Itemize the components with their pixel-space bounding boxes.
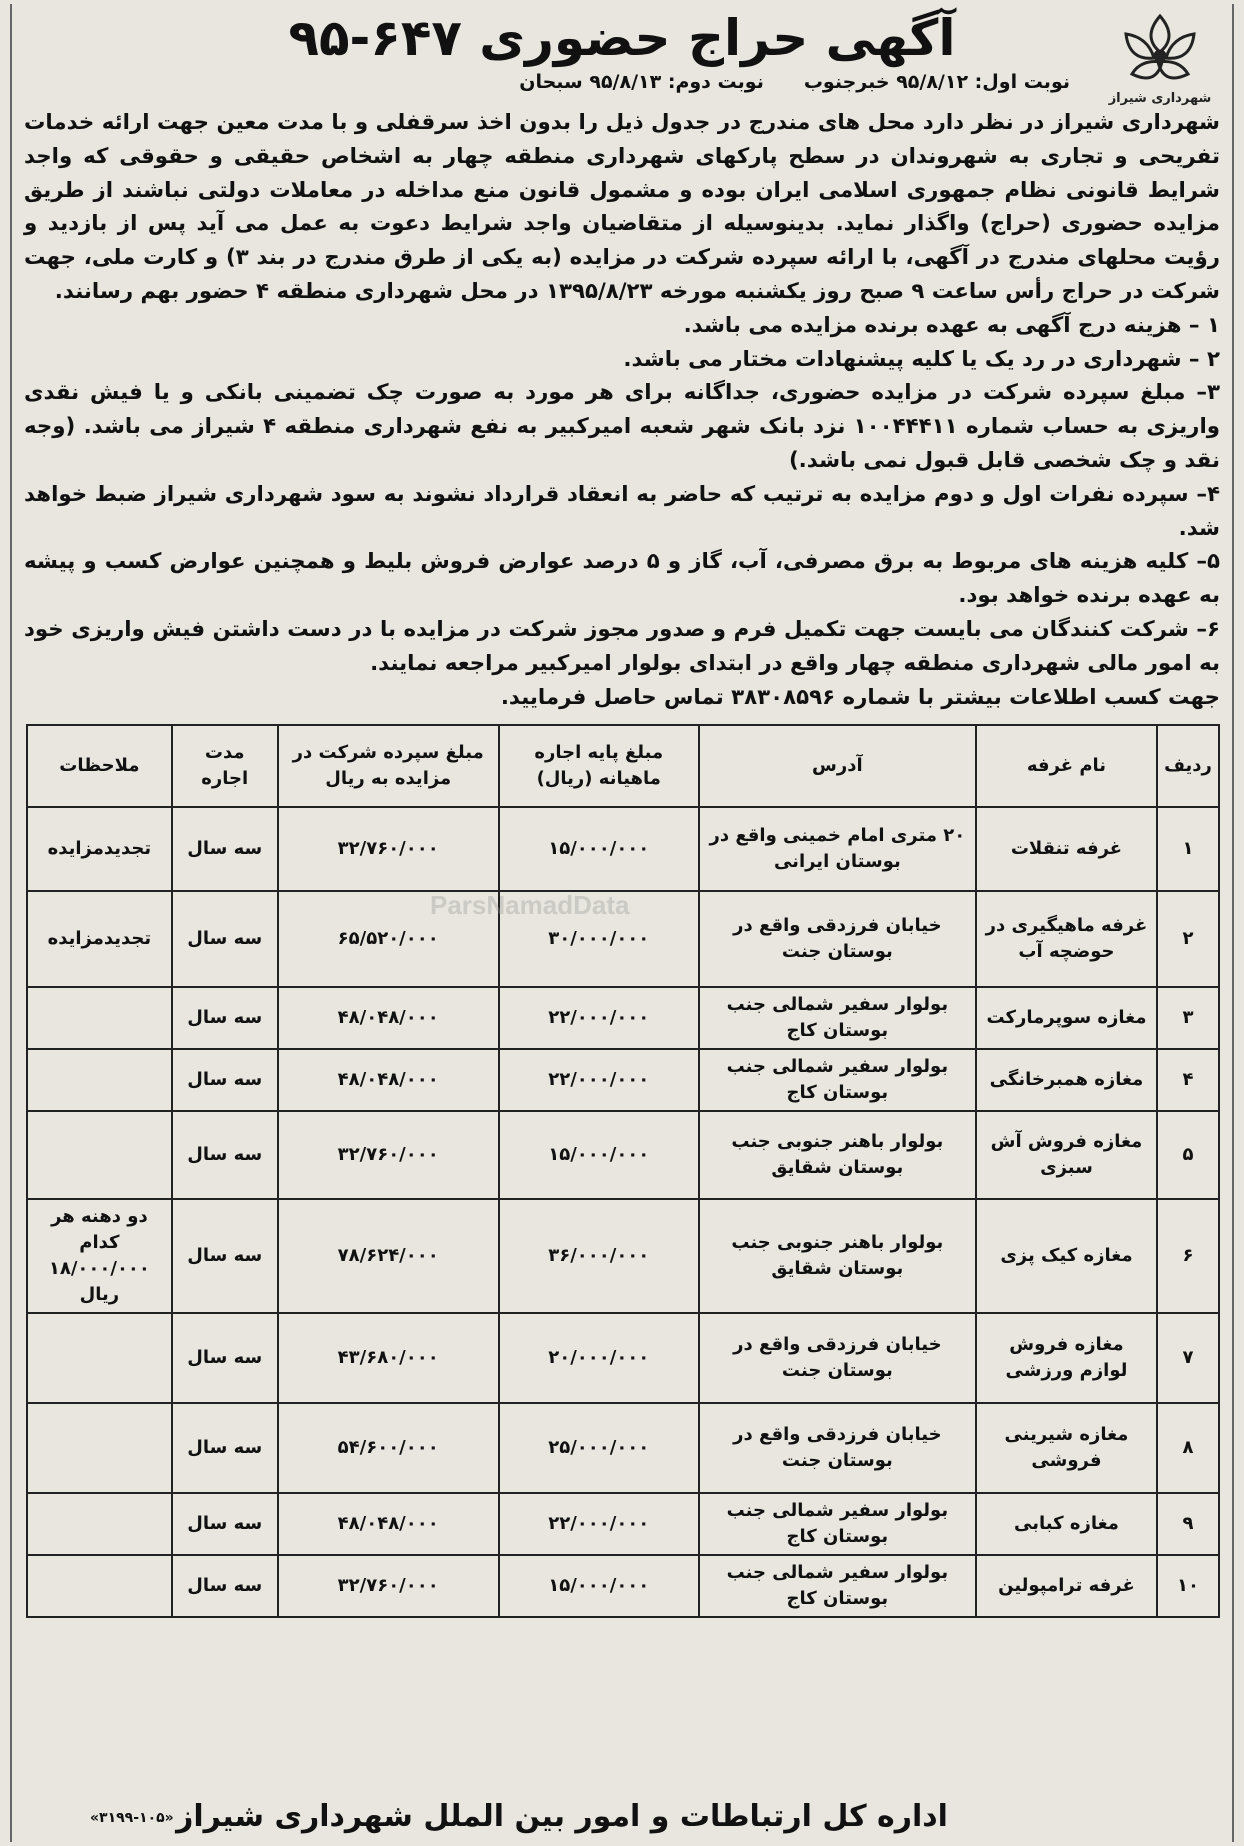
first-turn: نوبت اول: ۹۵/۸/۱۲ خبرجنوب [803, 71, 1070, 93]
cell-duration: سه سال [172, 1313, 278, 1403]
cell-deposit: ۴۳/۶۸۰/۰۰۰ [278, 1313, 499, 1403]
cell-address: ۲۰ متری امام خمینی واقع در بوستان ایرانی [699, 807, 976, 891]
cell-address: خیابان فرزدقی واقع در بوستان جنت [699, 1403, 976, 1493]
condition-item: ۳– مبلغ سپرده شرکت در مزایده حضوری، جداگانه برای هر مورد به صورت چک تضمینی بانکی و یا فیش نقدی واریزی به حساب شماره ۱۰۰۴۴۴۱۱ نزد بانک شهر شعبه امیرکبیر به نفع شهرداری منطقه ۴ شیراز می باشد. (وجه نقد و چک شخصی قابل قبول نمی باشد.) [24, 380, 1220, 473]
table-row [27, 1049, 1219, 1111]
cell-name: مغازه فروش لوازم ورزشی [976, 1313, 1157, 1403]
header-notes: ملاحظات [27, 725, 172, 807]
cell-deposit: ۶۵/۵۲۰/۰۰۰ [278, 891, 499, 987]
cell-name: مغازه کیک پزی [976, 1199, 1157, 1313]
table-row [27, 1403, 1219, 1493]
cell-address: بولوار باهنر جنوبی جنب بوستان شقایق [699, 1111, 976, 1199]
header-row-number: ردیف [1157, 725, 1219, 807]
notice-title: آگهی حراج حضوری ۶۴۷-۹۵ [288, 9, 956, 67]
cell-base-rent: ۲۲/۰۰۰/۰۰۰ [499, 987, 699, 1049]
cell-row-number: ۹ [1157, 1493, 1219, 1555]
cell-base-rent: ۱۵/۰۰۰/۰۰۰ [499, 1111, 699, 1199]
cell-notes [27, 1403, 172, 1493]
cell-duration: سه سال [172, 891, 278, 987]
cell-name: غرفه تنقلات [976, 807, 1157, 891]
conditions-list [24, 309, 1220, 681]
cell-base-rent: ۱۵/۰۰۰/۰۰۰ [499, 807, 699, 891]
cell-address: بولوار سفیر شمالی جنب بوستان کاج [699, 1049, 976, 1111]
condition-item: ۲ – شهرداری در رد یک یا کلیه پیشنهادات مختار می باشد. [623, 346, 1220, 372]
cell-address: بولوار باهنر جنوبی جنب بوستان شقایق [699, 1199, 976, 1313]
table-row [27, 1111, 1219, 1199]
cell-row-number: ۳ [1157, 987, 1219, 1049]
table-row [27, 1493, 1219, 1555]
cell-duration: سه سال [172, 1049, 278, 1111]
cell-row-number: ۶ [1157, 1199, 1219, 1313]
table-row [27, 1199, 1219, 1313]
cell-name: مغازه سوپرمارکت [976, 987, 1157, 1049]
table-row [27, 987, 1219, 1049]
condition-item: ۴– سپرده نفرات اول و دوم مزایده به ترتیب که حاضر به انعقاد قرارداد نشوند به سود شهرداری شیراز ضبط خواهد شد. [24, 481, 1220, 541]
cell-notes [27, 1111, 172, 1199]
footer-code: «۳۱۹۹-۱۰۵» [90, 1810, 174, 1826]
cell-name: مغازه همبرخانگی [976, 1049, 1157, 1111]
cell-deposit: ۴۸/۰۴۸/۰۰۰ [278, 1493, 499, 1555]
cell-deposit: ۴۸/۰۴۸/۰۰۰ [278, 987, 499, 1049]
cell-notes [27, 987, 172, 1049]
cell-deposit: ۵۴/۶۰۰/۰۰۰ [278, 1403, 499, 1493]
watermark: ParsNamadData [430, 890, 630, 920]
cell-row-number: ۱۰ [1157, 1555, 1219, 1617]
cell-deposit: ۷۸/۶۲۴/۰۰۰ [278, 1199, 499, 1313]
intro-paragraph: شهرداری شیراز در نظر دارد محل های مندرج در جدول ذیل را بدون اخذ سرقفلی و با مدت معین جهت ارائه خدمات تفریحی و تجاری به شهروندان در سطح پارکهای شهرداری منطقه چهار به اشخاص حقیقی و حقوقی که واجد شرایط قانونی نظام جمهوری اسلامی ایران بوده و مشمول قانون منع مداخله در معاملات دولتی نباشند از طریق مزایده حضوری (حراج) واگذار نماید. بدینوسیله از متقاضیان واجد شرایط دعوت به عمل می آید پس از بازدید و رؤیت محلهای مندرج در آگهی، با ارائه سپرده شرکت در مزایده (به یکی از طرق مندرج در بند ۳) و کارت ملی، جهت شرکت در حراج رأس ساعت ۹ صبح روز یکشنبه مورخه ۱۳۹۵/۸/۲۳ در محل شهرداری منطقه ۴ حضور بهم رسانند. [24, 110, 1220, 304]
cell-deposit: ۳۲/۷۶۰/۰۰۰ [278, 1111, 499, 1199]
table-row [27, 807, 1219, 891]
cell-base-rent: ۳۶/۰۰۰/۰۰۰ [499, 1199, 699, 1313]
cell-duration: سه سال [172, 807, 278, 891]
cell-base-rent: ۳۰/۰۰۰/۰۰۰ [499, 891, 699, 987]
cell-notes: تجدیدمزایده [27, 891, 172, 987]
cell-name: غرفه ماهیگیری در حوضچه آب [976, 891, 1157, 987]
cell-row-number: ۴ [1157, 1049, 1219, 1111]
municipality-logo-icon [1100, 8, 1220, 108]
condition-item: ۵– کلیه هزینه های مربوط به برق مصرفی، آب، گاز و ۵ درصد عوارض فروش بلیط و همچنین عوارض کسب و پیشه به عهده برنده خواهد بود. [24, 549, 1220, 609]
cell-notes: دو دهنه هر کدام ۱۸/۰۰۰/۰۰۰ ریال [27, 1199, 172, 1313]
cell-deposit: ۴۸/۰۴۸/۰۰۰ [278, 1049, 499, 1111]
cell-name: مغازه فروش آش سبزی [976, 1111, 1157, 1199]
header [24, 6, 1220, 106]
table-row [27, 1555, 1219, 1617]
cell-base-rent: ۲۰/۰۰۰/۰۰۰ [499, 1313, 699, 1403]
cell-deposit: ۳۲/۷۶۰/۰۰۰ [278, 1555, 499, 1617]
header-deposit: مبلغ سپرده شرکت در مزایده به ریال [278, 725, 499, 807]
cell-notes [27, 1313, 172, 1403]
cell-base-rent: ۱۵/۰۰۰/۰۰۰ [499, 1555, 699, 1617]
header-address: آدرس [699, 725, 976, 807]
cell-notes [27, 1555, 172, 1617]
cell-duration: سه سال [172, 1111, 278, 1199]
cell-base-rent: ۲۵/۰۰۰/۰۰۰ [499, 1403, 699, 1493]
cell-deposit: ۳۲/۷۶۰/۰۰۰ [278, 807, 499, 891]
cell-duration: سه سال [172, 987, 278, 1049]
cell-row-number: ۲ [1157, 891, 1219, 987]
condition-item: ۶– شرکت کنندگان می بایست جهت تکمیل فرم و صدور مجوز شرکت در مزایده با در دست داشتن فیش واریزی خود به امور مالی شهرداری منطقه چهار واقع در ابتدای بولوار امیرکبیر مراجعه نمایند. [24, 616, 1220, 676]
header-duration: مدت اجاره [172, 725, 278, 807]
cell-address: بولوار سفیر شمالی جنب بوستان کاج [699, 987, 976, 1049]
header-base-rent: مبلغ پایه اجاره ماهیانه (ریال) [499, 725, 699, 807]
cell-name: غرفه ترامپولین [976, 1555, 1157, 1617]
second-turn: نوبت دوم: ۹۵/۸/۱۳ سبحان [519, 71, 764, 93]
cell-duration: سه سال [172, 1493, 278, 1555]
cell-name: مغازه کبابی [976, 1493, 1157, 1555]
cell-notes: تجدیدمزایده [27, 807, 172, 891]
contact-line: جهت کسب اطلاعات بیشتر با شماره ۳۸۳۰۸۵۹۶ تماس حاصل فرمایید. [500, 684, 1220, 710]
cell-row-number: ۵ [1157, 1111, 1219, 1199]
cell-address: بولوار سفیر شمالی جنب بوستان کاج [699, 1555, 976, 1617]
auction-table [26, 724, 1220, 1618]
condition-item: ۱ – هزینه درج آگهی به عهده برنده مزایده می باشد. [683, 312, 1220, 338]
cell-name: مغازه شیرینی فروشی [976, 1403, 1157, 1493]
cell-duration: سه سال [172, 1555, 278, 1617]
cell-address: خیابان فرزدقی واقع در بوستان جنت [699, 891, 976, 987]
cell-duration: سه سال [172, 1199, 278, 1313]
cell-base-rent: ۲۲/۰۰۰/۰۰۰ [499, 1049, 699, 1111]
publication-turns [24, 68, 1070, 96]
cell-notes [27, 1049, 172, 1111]
cell-address: خیابان فرزدقی واقع در بوستان جنت [699, 1313, 976, 1403]
table-row [27, 891, 1219, 987]
cell-row-number: ۱ [1157, 807, 1219, 891]
cell-notes [27, 1493, 172, 1555]
table-row [27, 1313, 1219, 1403]
logo-text: شهرداری شیراز [1108, 91, 1212, 106]
cell-row-number: ۸ [1157, 1403, 1219, 1493]
header-name: نام غرفه [976, 725, 1157, 807]
cell-address: بولوار سفیر شمالی جنب بوستان کاج [699, 1493, 976, 1555]
cell-row-number: ۷ [1157, 1313, 1219, 1403]
table-header-row [27, 725, 1219, 807]
footer-title: اداره کل ارتباطات و امور بین الملل شهرداری شیراز [176, 1799, 948, 1834]
cell-base-rent: ۲۲/۰۰۰/۰۰۰ [499, 1493, 699, 1555]
cell-duration: سه سال [172, 1403, 278, 1493]
